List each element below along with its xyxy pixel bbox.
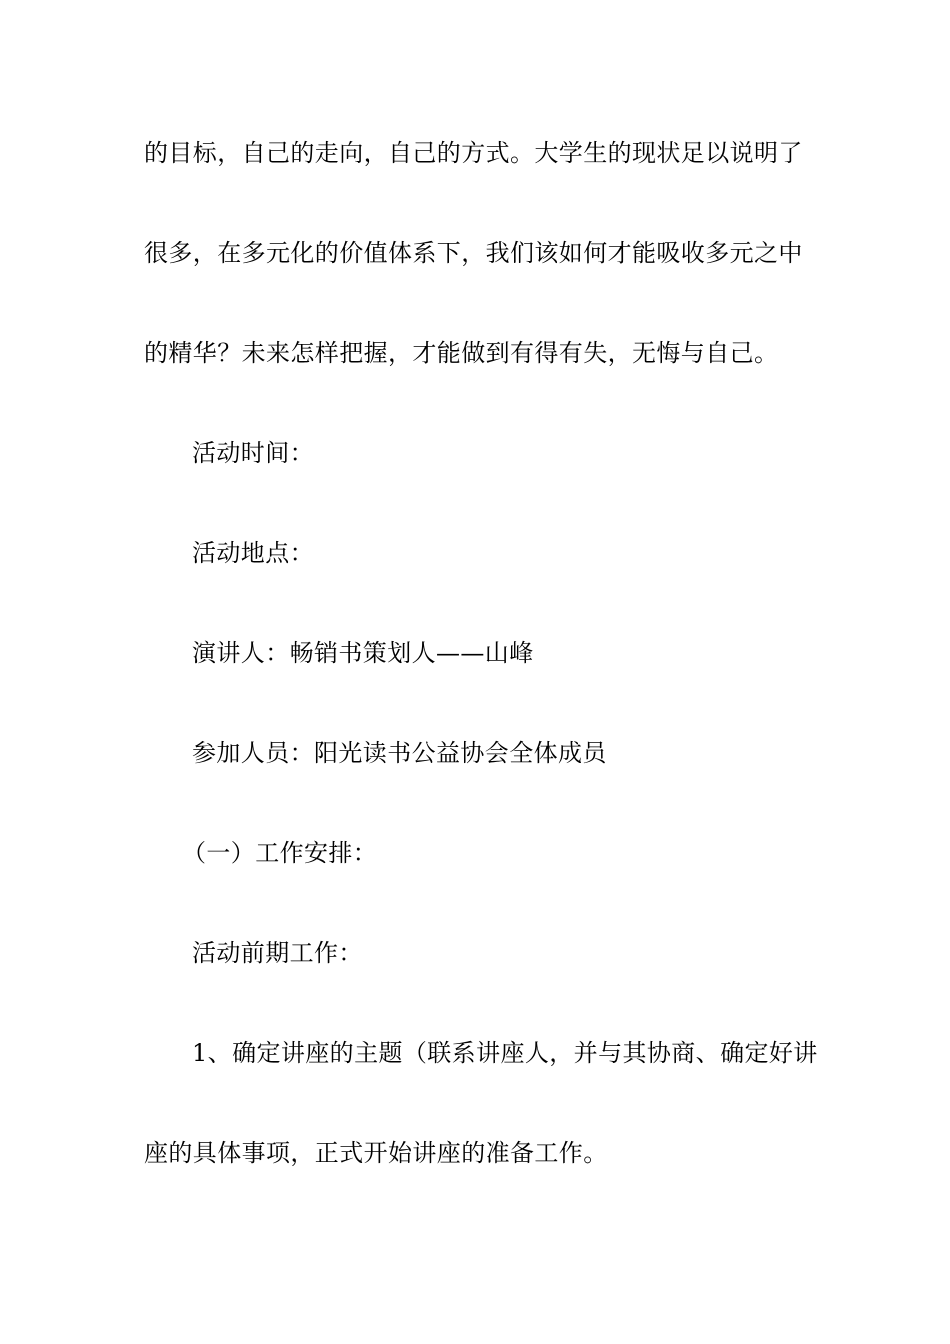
paragraph-line-3: 的精华？未来怎样把握，才能做到有得有失，无悔与自己。 [144, 339, 779, 367]
participants-line: 参加人员：阳光读书公益协会全体成员 [192, 739, 607, 767]
section-heading-work-arrangement: （一）工作安排： [182, 839, 378, 867]
list-item-1-line-2: 座的具体事项，正式开始讲座的准备工作。 [144, 1139, 608, 1167]
list-item-1-line-1: 1、确定讲座的主题（联系讲座人，并与其协商、确定好讲 [192, 1039, 818, 1067]
paragraph-line-2: 很多，在多元化的价值体系下，我们该如何才能吸收多元之中 [144, 239, 803, 267]
activity-location-label: 活动地点： [192, 539, 314, 567]
speaker-line: 演讲人：畅销书策划人——山峰 [192, 639, 534, 667]
activity-time-label: 活动时间： [192, 439, 314, 467]
paragraph-line-1: 的目标，自己的走向，自己的方式。大学生的现状足以说明了 [144, 139, 803, 167]
pre-activity-work-heading: 活动前期工作： [192, 939, 363, 967]
